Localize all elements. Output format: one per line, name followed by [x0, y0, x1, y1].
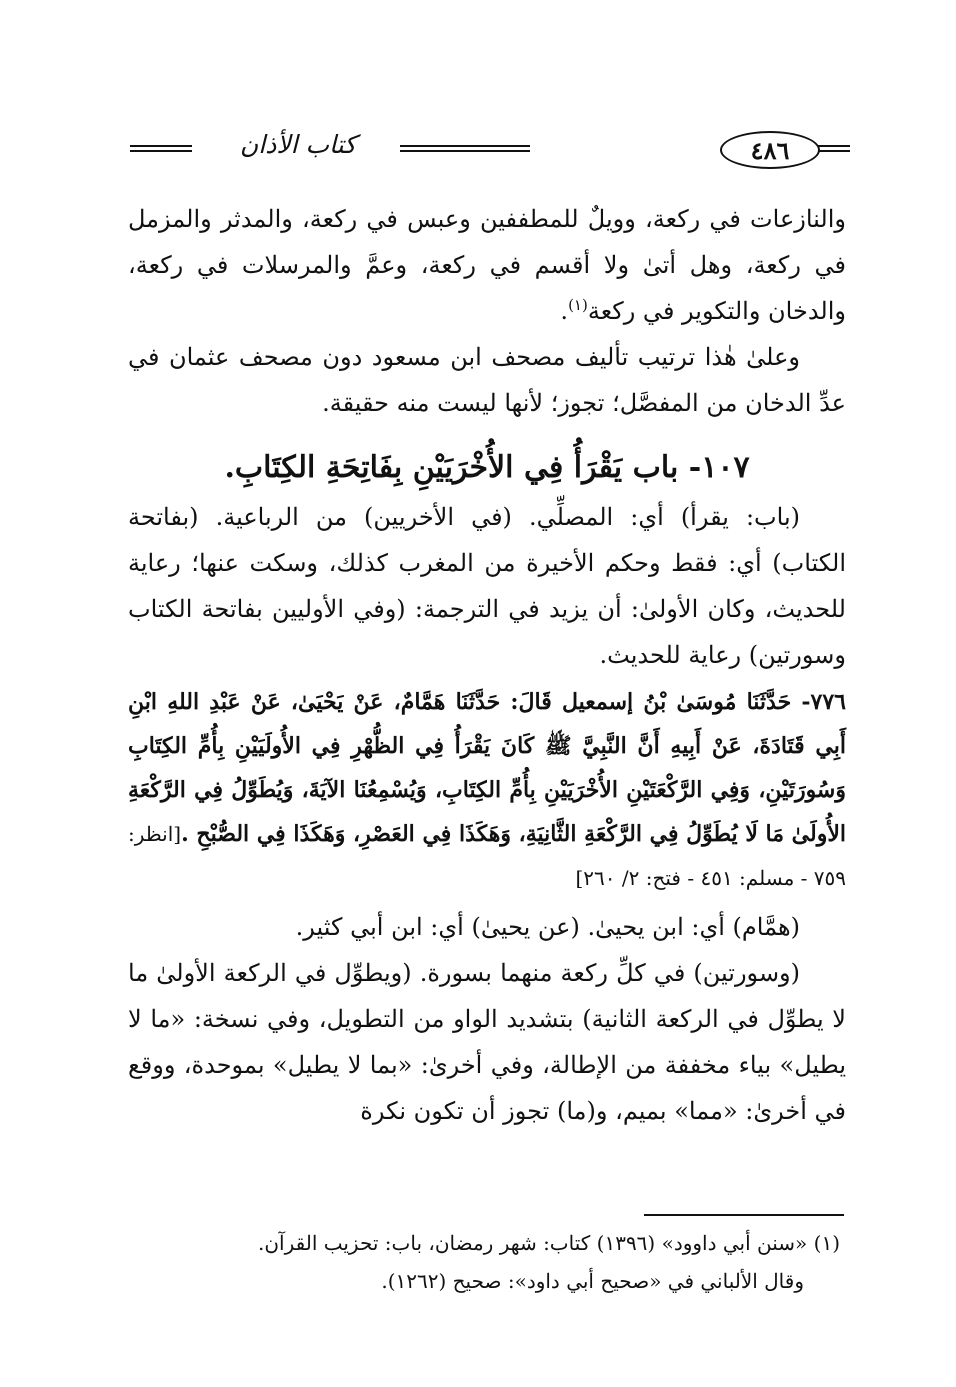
footnote-separator	[644, 1214, 844, 1216]
page-header	[130, 128, 850, 176]
intro-paragraph-1-text: والنازعات في ركعة، وويلٌ للمطففين وعبس في ركعة، والمدثر والمزمل في ركعة، وهل أتىٰ ولا أقسم في ركعة، وعمَّ والمرسلات في ركعة، والدخان والتكوير في ركعة	[128, 205, 846, 325]
page-number-badge	[720, 131, 820, 169]
intro-paragraph-1	[128, 196, 846, 334]
intro-paragraph-2: وعلىٰ هٰذا ترتيب تأليف مصحف ابن مسعود دون مصحف عثمان في عدِّ الدخان من المفصَّل؛ تجوز؛ لأنها ليست منه حقيقة.	[128, 343, 846, 417]
page-number: ٤٨٦	[750, 135, 790, 165]
header-rule-left	[130, 145, 192, 152]
chapter-heading: ١٠٧- باب يَقْرَأُ فِي الأُخْرَيَيْنِ بِفَاتِحَةِ الكِتَابِ.	[224, 450, 750, 485]
commentary-paragraph-1: (باب: يقرأ) أي: المصلِّي. (في الأخريين) من الرباعية. (بفاتحة الكتاب) أي: فقط وحكم الأخيرة من المغرب كذلك، وسكت عنها؛ رعاية للحديث، وكان الأولىٰ: أن يزيد في الترجمة: (وفي الأوليين بفاتحة الكتاب وسورتين) رعاية للحديث.	[128, 503, 846, 669]
footnotes	[150, 1224, 840, 1300]
intro-paragraph-1-end: .	[560, 297, 569, 325]
footnote-reference[interactable]: (١)	[568, 296, 588, 314]
running-title: كتاب الأذان	[239, 130, 357, 159]
footnote-1: (١) «سنن أبي داوود» (١٣٩٦) كتاب: شهر رمضان، باب: تحزيب القرآن.	[257, 1231, 840, 1255]
hadith-body: ٧٧٦- حَدَّثَنَا مُوسَىٰ بْنُ إسمعيل قَالَ: حَدَّثَنَا هَمَّامٌ، عَنْ يَحْيَىٰ، عَنْ عَبْدِ اللهِ ابْنِ أَبِي قَتَادَةَ، عَنْ أَبِيهِ أَنَّ النَّبِيَّ ﷺ كَانَ يَقْرَأُ فِي الظُّهْرِ فِي الأُولَيَيْنِ بِأُمِّ الكِتَابِ وَسُورَتَيْنِ، وَفِي الرَّكْعَتَيْنِ الأُخْرَيَيْنِ بِأُمِّ الكِتَابِ، وَيُسْمِعُنَا الآيَةَ، وَيُطَوِّلُ فِي الرَّكْعَةِ الأُولَىٰ مَا لَا يُطَوِّلُ فِي الرَّكْعَةِ الثَّانِيَةِ، وَهَكَذَا فِي العَصْرِ، وَهَكَذَا فِي الصُّبْحِ .	[128, 689, 846, 847]
commentary-paragraph-2: (همَّام) أي: ابن يحيىٰ. (عن يحيىٰ) أي: ابن أبي كثير.	[295, 913, 800, 941]
commentary-paragraph-3: (وسورتين) في كلِّ ركعة منهما بسورة. (ويطوِّل في الركعة الأولىٰ ما لا يطوِّل في الركعة الثانية) بتشديد الواو من التطويل، وفي نسخة: «ما لا يطيل» بياء مخففة من الإطالة، وفي أخرىٰ: «بما لا يطيل» بموحدة، ووقع في أخرىٰ: «مما» بميم، و(ما) تجوز أن تكون نكرة	[128, 959, 846, 1125]
hadith-text	[128, 680, 846, 900]
header-rule-middle	[400, 145, 530, 152]
main-text	[128, 196, 846, 1134]
hadith-references: [انظر: ٧٥٩ - مسلم: ٤٥١ - فتح: ٢/ ٢٦٠]	[128, 822, 846, 890]
footnote-1-continuation: وقال الألباني في «صحيح أبي داود»: صحيح (١٢٦٢).	[381, 1269, 804, 1293]
